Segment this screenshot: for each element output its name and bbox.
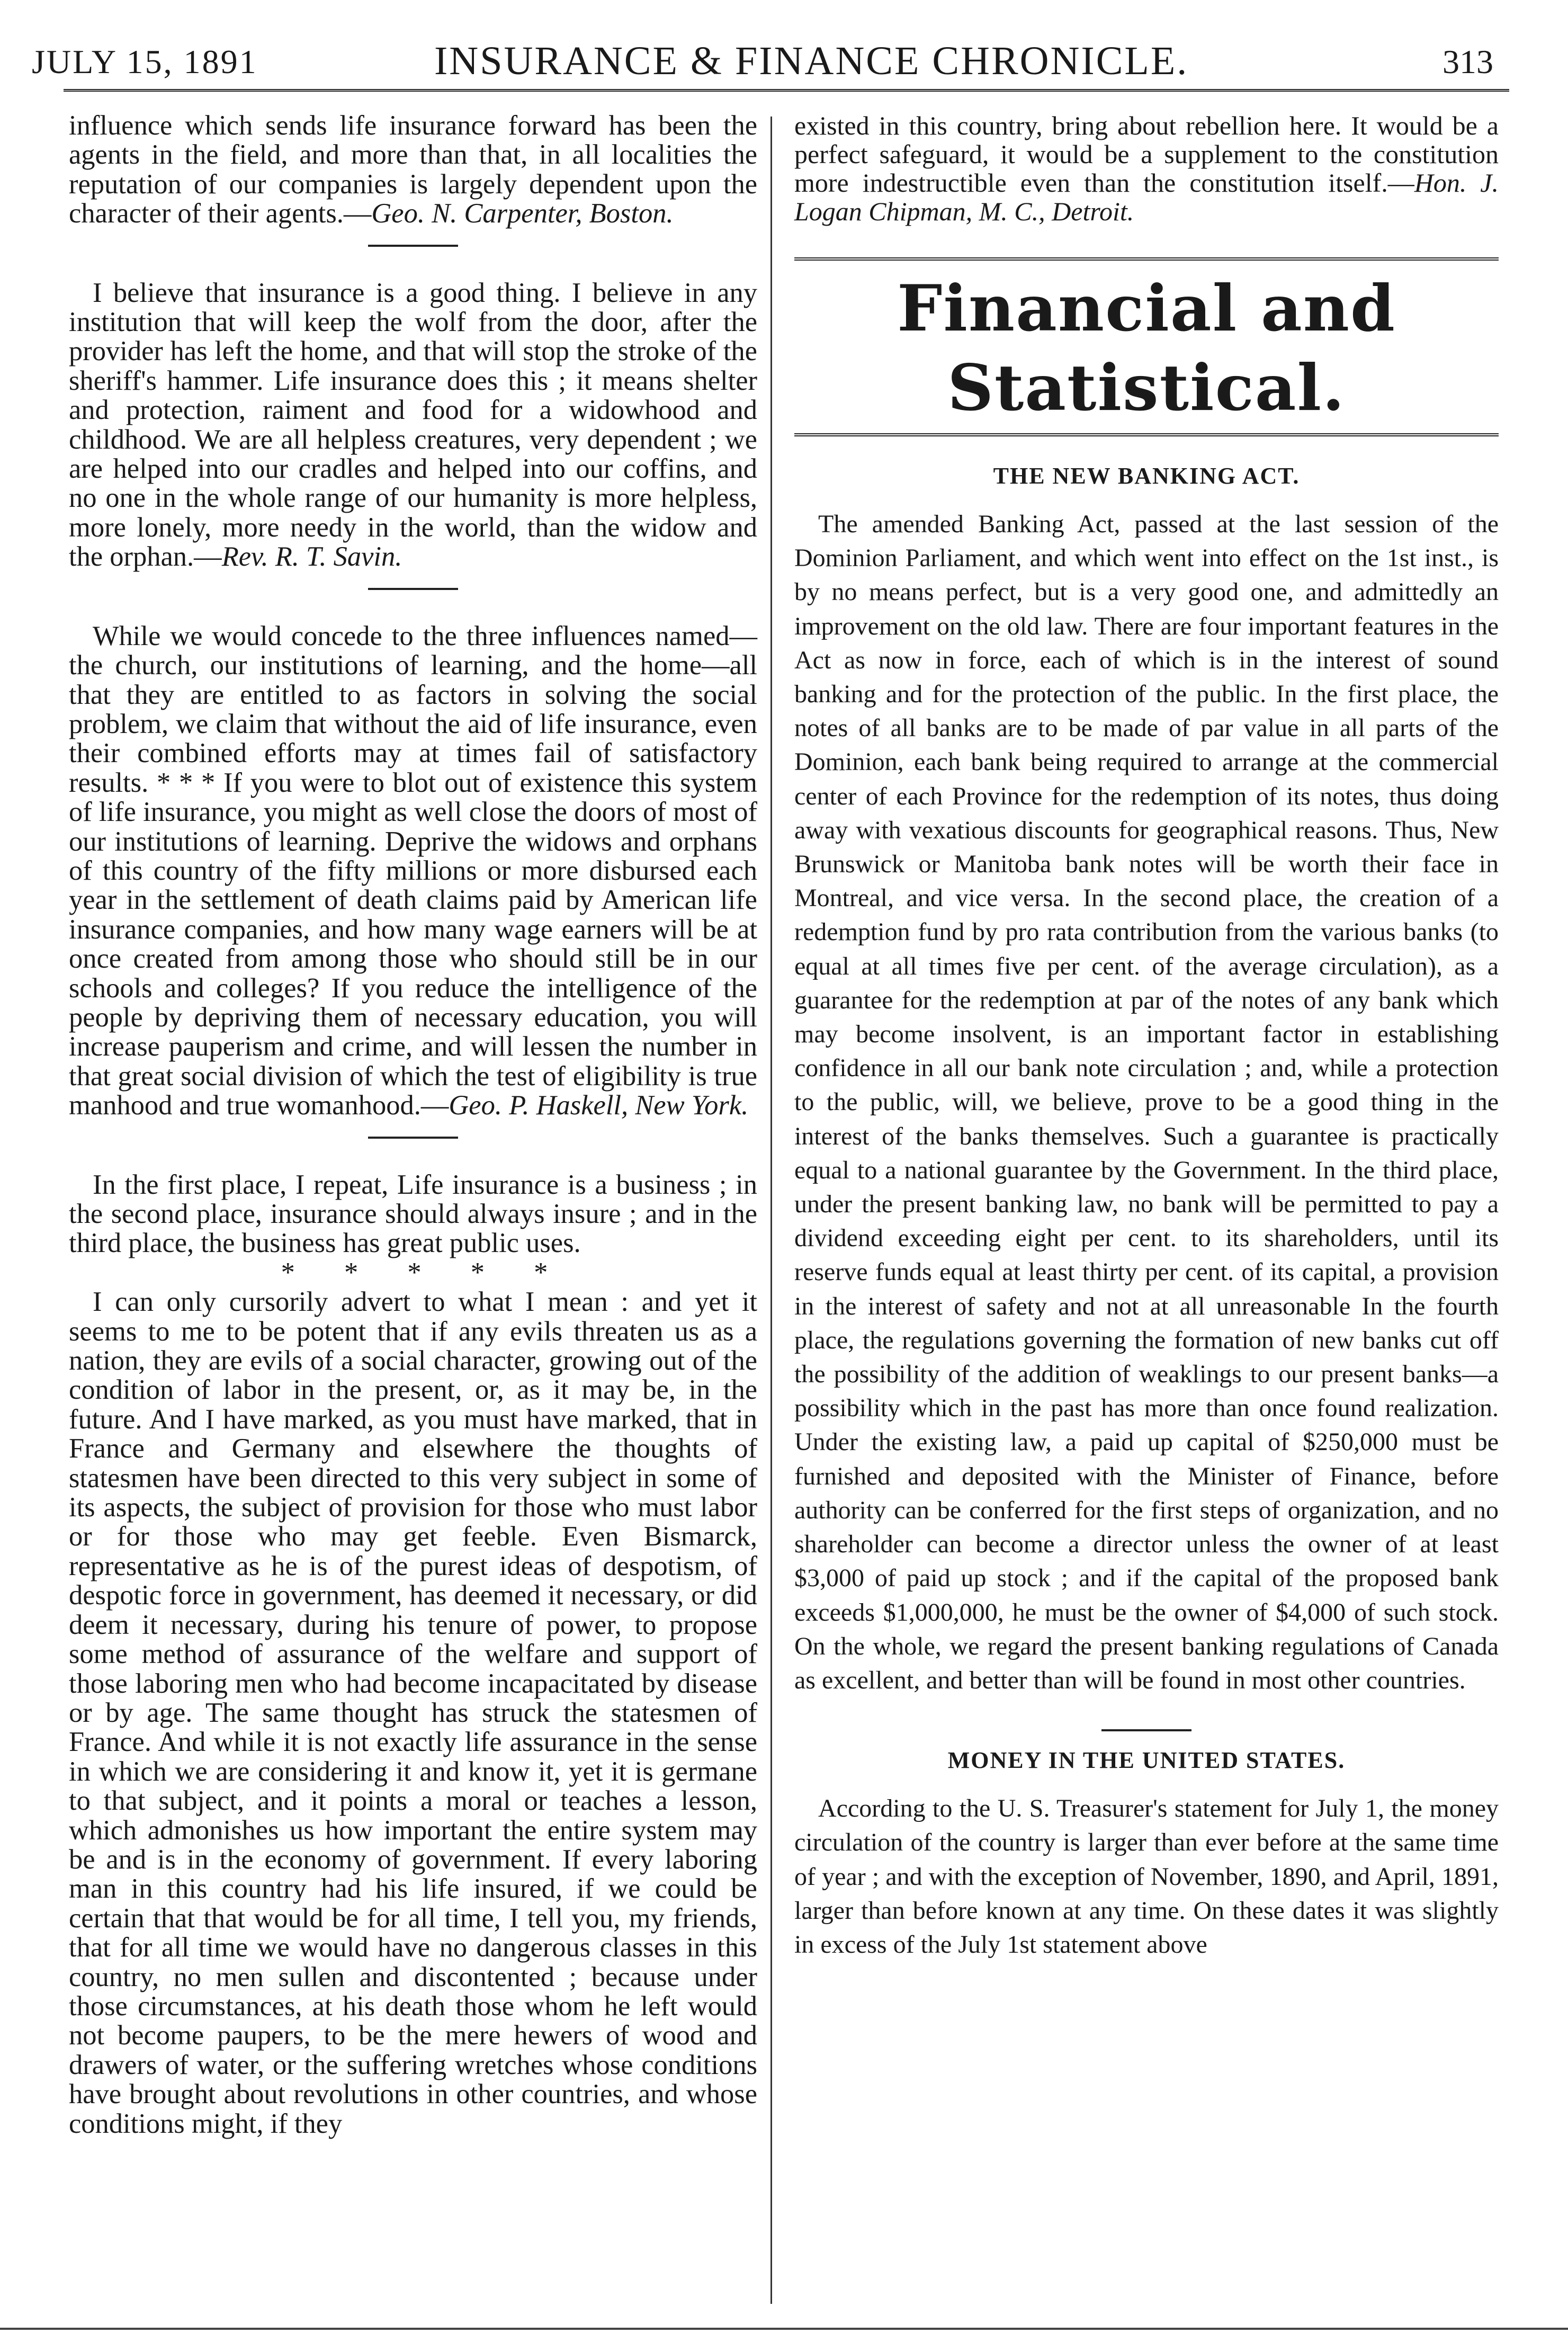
quote-haskell bbox=[69, 622, 757, 1121]
header-title: INSURANCE & FINANCE CHRONICLE. bbox=[434, 39, 1189, 83]
quote-text: In the first place, I repeat, Life insurance is a business ; in the second place, insurance should always insure ; and in the third place, the business has great public uses. bbox=[69, 1169, 757, 1259]
article-body-money-us: According to the U. S. Treasurer's statement for July 1, the money circulation of the country is larger than ever before at the same time of year ; and with the exception of November, 1890, and April, 1891, larger than before known at any time. On these dates it was slightly in excess of the July 1st statement above bbox=[794, 1794, 1499, 1959]
quote-text: I believe that insurance is a good thing. I believe in any institution that will keep the wolf from the door, after the provider has left the home, and that will stop the stroke of the sheriff's hammer. Life insurance does this ; it means shelter and protection, raiment and food for a widowhood and childhood. We are all helpless creatures, very dependent ; we are helped into our cradles and helped into our coffins, and no one in the whole range of our humanity is more helpless, more lonely, more needy in the world, than the widow and the orphan.— bbox=[69, 277, 757, 573]
section-heading-box bbox=[794, 257, 1499, 440]
footer-rule bbox=[0, 2328, 1568, 2330]
article-title-money-us: MONEY IN THE UNITED STATES. bbox=[947, 1747, 1346, 1774]
quote-signature: Geo. P. Haskell, New York. bbox=[449, 1090, 749, 1121]
ellipsis-stars: * * * * * bbox=[281, 1257, 569, 1288]
left-column bbox=[69, 111, 757, 2139]
article-body-banking-act: The amended Banking Act, passed at the last session of the Dominion Parliament, and which went into effect on the 1st inst., is by no means perfect, but is a very good one, and admittedly an improvement on the old law. There are four important features in the Act as now in force, each of which is in the interest of sound banking and for the protection of the public. In the first place, the notes of all banks are to be made of par value in all parts of the Dominion, each bank being required to arrange at the commercial center of each Province for the redemption of its notes, thus doing away with vexatious discounts for geographical reasons. Thus, New Brunswick or Manitoba bank notes will be worth their face in Montreal, and vice versa. In the second place, the creation of a redemption fund by pro rata contribution from the various banks (to equal at all times five per cent. of the average circulation), as a guarantee for the redemption at par of the notes of any bank which may become insolvent, is an important factor in establishing confidence in all our bank note circulation ; and, while a protection to the public, will, we believe, prove to be a good thing in the interest of the banks themselves. Such a guarantee is practically equal to a national guarantee by the Government. In the third place, under the present banking law, no bank will be permitted to pay a dividend exceeding eight per cent. to its shareholders, until its reserve funds equal at least thirty per cent. of its capital, a provision in the interest of safety and not at all unreasonable In the fourth place, the regulations governing the formation of new banks cut off the possibility of the addition of weaklings to our present banks—a possibility which in the past has more than once found realization. Under the existing law, a paid up capital of $250,000 must be furnished and deposited with the Minister of Finance, before authority can be conferred for the first steps of organization, and no shareholder can become a director unless the owner of at least $3,000 of paid up stock ; and if the capital of the proposed bank exceeds $1,000,000, he must be the owner of $4,000 of such stock. On the whole, we regard the present banking regulations of Canada as excellent, and better than will be found in most other countries. bbox=[794, 510, 1499, 1694]
quote-chipman-end bbox=[794, 111, 1499, 226]
page-header bbox=[32, 20, 1493, 84]
right-column bbox=[794, 111, 1499, 1962]
quote-text: existed in this country, bring about rebellion here. It would be a perfect safeguard, it would be a supplement to the constitution more indestructible even than the constitution itself.— bbox=[794, 111, 1499, 198]
quote-chipman-intro bbox=[69, 1170, 757, 1288]
separator-rule bbox=[1101, 1729, 1191, 1731]
section-rule-top bbox=[794, 257, 1499, 264]
column-divider bbox=[770, 117, 772, 2304]
article-title-banking-act: THE NEW BANKING ACT. bbox=[993, 463, 1300, 489]
separator-rule bbox=[368, 588, 458, 590]
quote-signature: Geo. N. Carpenter, Boston. bbox=[371, 198, 674, 229]
quote-signature: Rev. R. T. Savin. bbox=[221, 541, 402, 573]
separator-rule bbox=[368, 1137, 458, 1139]
quote-savin bbox=[69, 279, 757, 572]
header-page-number: 313 bbox=[1442, 43, 1493, 81]
section-title: Financial and Statistical. bbox=[897, 271, 1396, 425]
quote-text: influence which sends life insurance forward has been the agents in the field, and more than that, in all localities the reputation of our companies is largely dependent upon the character of their agents.— bbox=[69, 110, 757, 229]
quote-signature: Hon. J. Logan Chipman, M. C., Detroit. bbox=[794, 168, 1499, 226]
separator-rule bbox=[368, 245, 458, 247]
header-rule bbox=[64, 89, 1509, 92]
section-rule-bottom bbox=[794, 433, 1499, 440]
quote-chipman-body: I can only cursorily advert to what I mean : and yet it seems to me to be potent that if any evils threaten us as a nation, they are evils of a social character, growing out of the condition of labor in the present, or, as it may be, in the future. And I have marked, as you must have marked, that in France and Germany and elsewhere the thoughts of statesmen have been directed to this very subject in some of its aspects, the subject of provision for those who must labor or for those who may get feeble. Even Bismarck, representative as he is of the purest ideas of despotism, of despotic force in government, has deemed it necessary, or did deem it necessary, during his tenure of power, to propose some method of assurance of the welfare and support of those laboring men who had become incapacitated by disease or by age. The same thought has struck the statesmen of France. And while it is not exactly life assurance in the sense in which we are considering it and know it, yet it is germane to that subject, and it points a moral or teaches a lesson, which admonishes us how important the entire system may be and is in the economy of government. If every laboring man in this country had his life insured, if we could be certain that that would be for all time, I tell you, my friends, that for all time we would have no dangerous classes in this country, no men sullen and discontented ; because under those circumstances, at his death those whom he left would not become paupers, to be the mere hewers of wood and drawers of water, or the suffering wretches whose conditions have brought about revolutions in other countries, and whose conditions might, if they bbox=[69, 1286, 757, 2139]
quote-carpenter bbox=[69, 111, 757, 229]
header-date: JULY 15, 1891 bbox=[32, 43, 258, 81]
quote-text: While we would concede to the three influences named—the church, our institutions of learning, and the home—all that they are entitled to as factors in solving the social problem, we claim that without the aid of life insurance, even their combined efforts may at times fail of satisfactory results. * * * If you were to blot out of existence this system of life insurance, you might as well close the doors of most of our institutions of learning. Deprive the widows and orphans of this country of the fifty millions or more disbursed each year in the settlement of death claims paid by American life insurance companies, and how many wage earners will be at once created from among those who should still be in our schools and colleges? If you reduce the intelligence of the people by depriving them of necessary education, you will increase pauperism and crime, and will lessen the number in that great social division of which the test of eligibility is true manhood and true womanhood.— bbox=[69, 620, 757, 1121]
